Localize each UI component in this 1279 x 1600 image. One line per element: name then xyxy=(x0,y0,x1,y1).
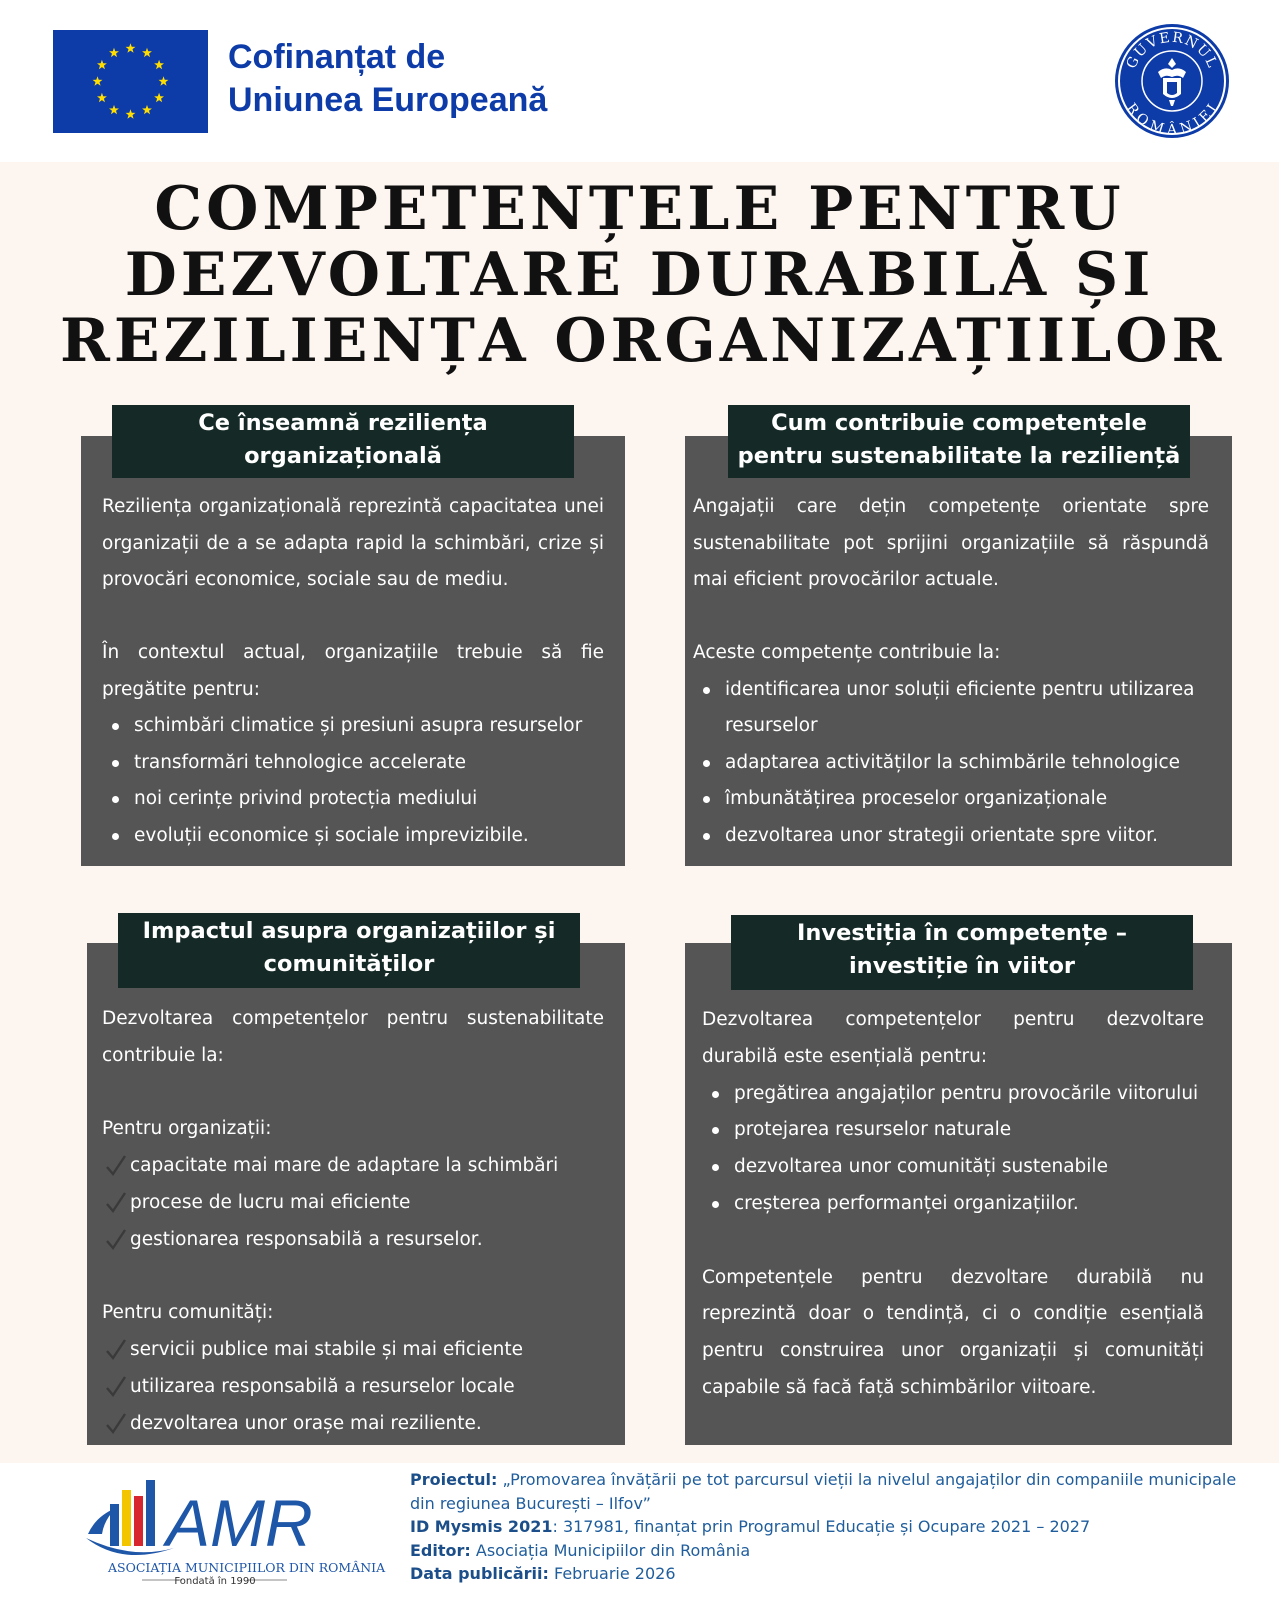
checkmark-icon xyxy=(104,1185,128,1219)
header-band xyxy=(0,0,1279,162)
bullet-dot-icon xyxy=(112,833,119,840)
panel-1-paragraph-2: În contextul actual, organizațiile trebuie să fie pregătite pentru: xyxy=(102,642,604,700)
list-item: servicii publice mai stabile și mai eficiente xyxy=(102,1332,604,1369)
bullet-dot-icon xyxy=(112,723,119,730)
checkmark-icon xyxy=(104,1406,128,1440)
bullet-dot-icon xyxy=(712,1091,719,1098)
panel-3-heading xyxy=(118,913,580,988)
government-seal-icon xyxy=(1113,22,1231,140)
bullet-dot-icon xyxy=(703,796,710,803)
bullet-dot-icon xyxy=(703,760,710,767)
panel-4-paragraph-2: Competențele pentru dezvoltare durabilă nu reprezintă doar o tendință, ci o condiție esențială pentru construirea unor organizații și comunități capabile să facă față schimbărilor viitoare. xyxy=(702,1266,1204,1398)
title-line-2: DEZVOLTARE DURABILĂ ȘI xyxy=(124,240,1155,310)
list-item: evoluții economice și sociale imprevizibile. xyxy=(102,818,604,855)
organizations-check-list xyxy=(102,1148,604,1258)
list-item: pregătirea angajaților pentru provocările viitorului xyxy=(702,1076,1204,1113)
list-item: adaptarea activităților la schimbările tehnologice xyxy=(693,745,1209,782)
bullet-dot-icon xyxy=(112,796,119,803)
list-item: capacitate mai mare de adaptare la schimbări xyxy=(102,1148,604,1185)
eu-flag-icon xyxy=(53,30,208,133)
eu-cofinancing-text xyxy=(228,36,588,122)
panel-3-body xyxy=(102,1001,604,1443)
panel-1-body xyxy=(102,489,604,854)
list-item: dezvoltarea unor orașe mai reziliente. xyxy=(102,1406,604,1443)
list-item: creșterea performanței organizațiilor. xyxy=(702,1186,1204,1223)
project-line: Proiectul: „Promovarea învățării pe tot parcursul vieții la nivelul angajaților din companiile municipale din regiunea București – Ilfov” xyxy=(410,1470,1237,1513)
eu-line-1: Cofinanțat de xyxy=(228,38,446,76)
panel-2-bullet-list xyxy=(693,672,1209,855)
panel-3-paragraph-1: Dezvoltarea competențelor pentru sustenabilitate contribuie la: xyxy=(102,1008,604,1066)
panel-1-heading-line-2: organizațională xyxy=(244,443,442,469)
amr-logo-text: AMR xyxy=(166,1486,313,1560)
list-item: dezvoltarea unor comunități sustenabile xyxy=(702,1149,1204,1186)
title-line-1: COMPETENȚELE PENTRU xyxy=(154,174,1125,244)
bullet-dot-icon xyxy=(703,687,710,694)
list-item: dezvoltarea unor strategii orientate spre viitor. xyxy=(693,818,1209,855)
seal-top-text: GUVERNUL xyxy=(1123,29,1221,72)
panel-4-paragraph-1: Dezvoltarea competențelor pentru dezvoltare durabilă este esențială pentru: xyxy=(702,1009,1204,1067)
bullet-dot-icon xyxy=(112,760,119,767)
bullet-dot-icon xyxy=(712,1164,719,1171)
organizations-label: Pentru organizații: xyxy=(102,1118,272,1140)
checkmark-icon xyxy=(104,1148,128,1182)
bullet-dot-icon xyxy=(712,1201,719,1208)
panel-1-bullet-list xyxy=(102,708,604,854)
list-item: îmbunătățirea proceselor organizaționale xyxy=(693,781,1209,818)
list-item: identificarea unor soluții eficiente pentru utilizarea resurselor xyxy=(693,672,1209,745)
panel-2-heading xyxy=(728,405,1190,478)
list-item: gestionarea responsabilă a resurselor. xyxy=(102,1222,604,1259)
eu-line-2: Uniunea Europeană xyxy=(228,81,548,119)
communities-label: Pentru comunități: xyxy=(102,1302,274,1324)
date-line: Data publicării: Februarie 2026 xyxy=(410,1564,676,1584)
list-item: procese de lucru mai eficiente xyxy=(102,1185,604,1222)
id-line: ID Mysmis 2021: 317981, finanțat prin Programul Educație și Ocupare 2021 – 2027 xyxy=(410,1517,1091,1537)
checkmark-icon xyxy=(104,1369,128,1403)
panel-4-heading-line-2: investiție în viitor xyxy=(848,953,1076,979)
list-item: transformări tehnologice accelerate xyxy=(102,745,604,782)
panel-3-heading-line-1: Impactul asupra organizațiilor și xyxy=(142,918,556,944)
amr-logo xyxy=(82,1476,386,1596)
panel-2-heading-line-2: pentru sustenabilitate la reziliență xyxy=(737,443,1181,469)
checkmark-icon xyxy=(104,1222,128,1256)
panel-1-paragraph-1: Reziliența organizațională reprezintă capacitatea unei organizații de a se adapta rapid la schimbări, crize și provocări economice, sociale sau de mediu. xyxy=(102,496,604,590)
list-item: utilizarea responsabilă a resurselor locale xyxy=(102,1369,604,1406)
checkmark-icon xyxy=(104,1332,128,1366)
panel-4-body xyxy=(702,1002,1204,1407)
list-item: noi cerințe privind protecția mediului xyxy=(102,781,604,818)
panel-2-heading-line-1: Cum contribuie competențele xyxy=(771,410,1147,436)
panel-3-heading-line-2: comunităților xyxy=(263,951,435,977)
project-info xyxy=(410,1468,1240,1586)
seal-bottom-text: ROMÂNIEI xyxy=(1122,100,1222,138)
panel-1-heading xyxy=(112,405,574,478)
list-item: schimbări climatice și presiuni asupra resurselor xyxy=(102,708,604,745)
panel-2-paragraph-1: Angajații care dețin competențe orientate spre sustenabilitate pot sprijini organizațiile să răspundă mai eficient provocărilor actuale. xyxy=(693,496,1209,590)
panel-4-heading xyxy=(731,915,1193,990)
list-item: protejarea resurselor naturale xyxy=(702,1112,1204,1149)
editor-line: Editor: Asociația Municipiilor din România xyxy=(410,1540,751,1560)
amr-founded: Fondată în 1990 xyxy=(174,1576,256,1587)
communities-check-list xyxy=(102,1332,604,1442)
bullet-dot-icon xyxy=(712,1127,719,1134)
panel-2-body xyxy=(693,489,1209,854)
bullet-dot-icon xyxy=(703,833,710,840)
amr-full-name: ASOCIAȚIA MUNICIPIILOR DIN ROMÂNIA xyxy=(108,1560,386,1575)
panel-2-paragraph-2: Aceste competențe contribuie la: xyxy=(693,642,1001,663)
page-title xyxy=(60,174,1226,376)
title-line-3: REZILIENȚA ORGANIZAȚIILOR xyxy=(60,306,1226,376)
panel-4-bullet-list xyxy=(702,1076,1204,1223)
panel-1-heading-line-1: Ce înseamnă reziliența xyxy=(198,410,488,436)
panel-4-heading-line-1: Investiția în competențe – xyxy=(797,920,1127,946)
